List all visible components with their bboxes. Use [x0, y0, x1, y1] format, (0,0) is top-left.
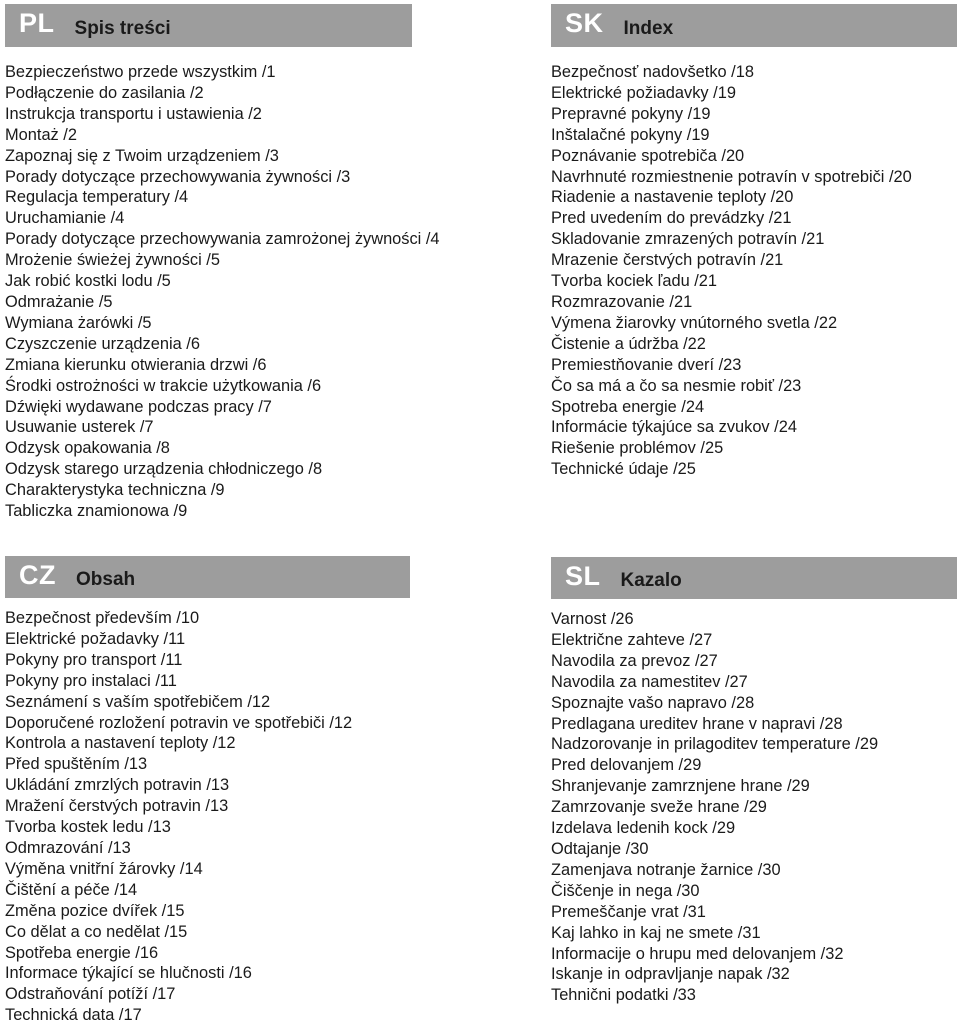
- toc-item: Električne zahteve /27: [551, 630, 713, 649]
- toc-item: Odtajanje /30: [551, 839, 649, 858]
- toc-item: Kontrola a nastavení teploty /12: [5, 734, 236, 753]
- toc-item: Usuwanie usterek /7: [5, 418, 154, 437]
- toc-section-cz: [5, 556, 410, 1026]
- toc-item: Bezpečnosť nadovšetko /18: [551, 63, 754, 81]
- section-title: Obsah: [76, 569, 136, 590]
- toc-item: Poznávanie spotrebiča /20: [551, 146, 745, 165]
- language-code: SL: [565, 560, 601, 591]
- toc-item: Prepravné pokyny /19: [551, 104, 711, 123]
- section-header-sk: [551, 4, 957, 47]
- toc-item: Kaj lahko in kaj ne smete /31: [551, 923, 761, 942]
- toc-item: Elektrické požadavky /11: [5, 629, 186, 648]
- toc-item: Tvorba kostek ledu /13: [5, 818, 171, 837]
- toc-list: [5, 62, 440, 522]
- toc-item: Informace týkající se hlučnosti /16: [5, 964, 252, 983]
- toc-item: Čistenie a údržba /22: [551, 334, 706, 353]
- toc-item: Čiščenje in nega /30: [551, 881, 700, 900]
- toc-item: Pokyny pro transport /11: [5, 650, 183, 669]
- toc-section-pl: [5, 4, 440, 522]
- toc-item: Tehnični podatki /33: [551, 986, 696, 1005]
- toc-item: Ukládání zmrzlých potravin /13: [5, 776, 230, 795]
- toc-item: Navodila za prevoz /27: [551, 651, 718, 670]
- toc-section-sl: [551, 557, 957, 1006]
- toc-item: Porady dotyczące przechowywania żywności /3: [5, 167, 351, 186]
- toc-item: Pred delovanjem /29: [551, 756, 702, 775]
- section-title: Spis treści: [74, 17, 171, 39]
- toc-item: Porady dotyczące przechowywania zamrożonej żywności /4: [5, 230, 440, 249]
- toc-item: Nadzorovanje in prilagoditev temperature /29: [551, 735, 879, 754]
- toc-item: Elektrické požiadavky /19: [551, 83, 736, 102]
- toc-item: Odmrazování /13: [5, 838, 131, 857]
- toc-item: Zamrzovanje sveže hrane /29: [551, 798, 767, 817]
- toc-item: Výměna vnitřní žárovky /14: [5, 859, 203, 878]
- toc-item: Odzysk starego urządzenia chłodniczego /8: [5, 460, 323, 479]
- toc-item: Inštalačné pokyny /19: [551, 125, 710, 144]
- toc-item: Jak robić kostki lodu /5: [5, 272, 171, 291]
- toc-item: Zmiana kierunku otwierania drzwi /6: [5, 355, 267, 374]
- toc-item: Informácie týkajúce sa zvukov /24: [551, 418, 797, 437]
- toc-list: [5, 608, 410, 1026]
- toc-item: Odzysk opakowania /8: [5, 439, 170, 458]
- toc-item: Informacije o hrupu med delovanjem /32: [551, 944, 844, 963]
- toc-item: Spoznajte vašo napravo /28: [551, 693, 755, 712]
- toc-item: Montaż /2: [5, 125, 77, 144]
- toc-item: Doporučené rozložení potravin ve spotřebiči /12: [5, 713, 353, 732]
- toc-section-sk: [551, 4, 957, 480]
- toc-list: [551, 62, 957, 480]
- toc-item: Instrukcja transportu i ustawienia /2: [5, 104, 262, 123]
- section-header-pl: [5, 4, 412, 47]
- toc-item: Podłączenie do zasilania /2: [5, 83, 204, 102]
- toc-list: [551, 609, 957, 1006]
- toc-item: Skladovanie zmrazených potravín /21: [551, 230, 825, 249]
- toc-item: Změna pozice dvířek /15: [5, 901, 185, 920]
- toc-item: Shranjevanje zamrznjene hrane /29: [551, 777, 810, 796]
- language-code: CZ: [19, 559, 56, 590]
- toc-item: Tabliczka znamionowa /9: [5, 502, 188, 521]
- toc-item: Charakterystyka techniczna /9: [5, 481, 225, 500]
- toc-item: Výmena žiarovky vnútorného svetla /22: [551, 313, 838, 332]
- toc-item: Czyszczenie urządzenia /6: [5, 334, 200, 353]
- toc-item: Odmrażanie /5: [5, 292, 113, 311]
- toc-item: Zapoznaj się z Twoim urządzeniem /3: [5, 146, 279, 165]
- toc-item: Technické údaje /25: [551, 460, 696, 479]
- toc-item: Riešenie problémov /25: [551, 439, 724, 458]
- toc-item: Navodila za namestitev /27: [551, 672, 748, 691]
- toc-item: Zamenjava notranje žarnice /30: [551, 860, 781, 879]
- toc-item: Izdelava ledenih kock /29: [551, 819, 736, 838]
- toc-item: Technická data /17: [5, 1006, 142, 1025]
- toc-item: Spotřeba energie /16: [5, 943, 159, 962]
- section-header-cz: [5, 556, 410, 598]
- toc-item: Navrhnuté rozmiestnenie potravín v spotrebiči /20: [551, 167, 912, 186]
- toc-item: Seznámení s vaším spotřebičem /12: [5, 692, 271, 711]
- toc-item: Regulacja temperatury /4: [5, 188, 189, 207]
- toc-item: Bezpieczeństwo przede wszystkim /1: [5, 63, 276, 81]
- language-code: SK: [565, 8, 604, 38]
- toc-item: Premiestňovanie dverí /23: [551, 355, 742, 374]
- section-header-sl: [551, 557, 957, 599]
- toc-item: Bezpečnost především /10: [5, 609, 200, 627]
- toc-item: Pred uvedením do prevádzky /21: [551, 209, 792, 228]
- toc-item: Środki ostrożności w trakcie użytkowania /6: [5, 376, 322, 395]
- toc-item: Pokyny pro instalaci /11: [5, 671, 177, 690]
- toc-item: Varnost /26: [551, 610, 634, 628]
- toc-item: Rozmrazovanie /21: [551, 292, 693, 311]
- toc-item: Před spuštěním /13: [5, 755, 148, 774]
- toc-item: Mrazenie čerstvých potravín /21: [551, 251, 784, 270]
- toc-item: Wymiana żarówki /5: [5, 313, 152, 332]
- section-title: Kazalo: [620, 570, 682, 591]
- toc-item: Riadenie a nastavenie teploty /20: [551, 188, 794, 207]
- toc-item: Iskanje in odpravljanje napak /32: [551, 965, 790, 984]
- toc-item: Čo sa má a čo sa nesmie robiť /23: [551, 376, 802, 395]
- section-title: Index: [623, 17, 674, 39]
- toc-item: Mrożenie świeżej żywności /5: [5, 251, 220, 270]
- toc-item: Predlagana ureditev hrane v napravi /28: [551, 714, 843, 733]
- toc-item: Dźwięki wydawane podczas pracy /7: [5, 397, 272, 416]
- toc-item: Tvorba kociek ľadu /21: [551, 272, 718, 291]
- toc-item: Premeščanje vrat /31: [551, 902, 706, 921]
- toc-item: Čištění a péče /14: [5, 880, 138, 899]
- toc-item: Mražení čerstvých potravin /13: [5, 797, 229, 816]
- toc-item: Co dělat a co nedělat /15: [5, 922, 188, 941]
- toc-item: Spotreba energie /24: [551, 397, 705, 416]
- language-code: PL: [19, 8, 55, 38]
- toc-item: Uruchamianie /4: [5, 209, 125, 228]
- toc-item: Odstraňování potíží /17: [5, 985, 176, 1004]
